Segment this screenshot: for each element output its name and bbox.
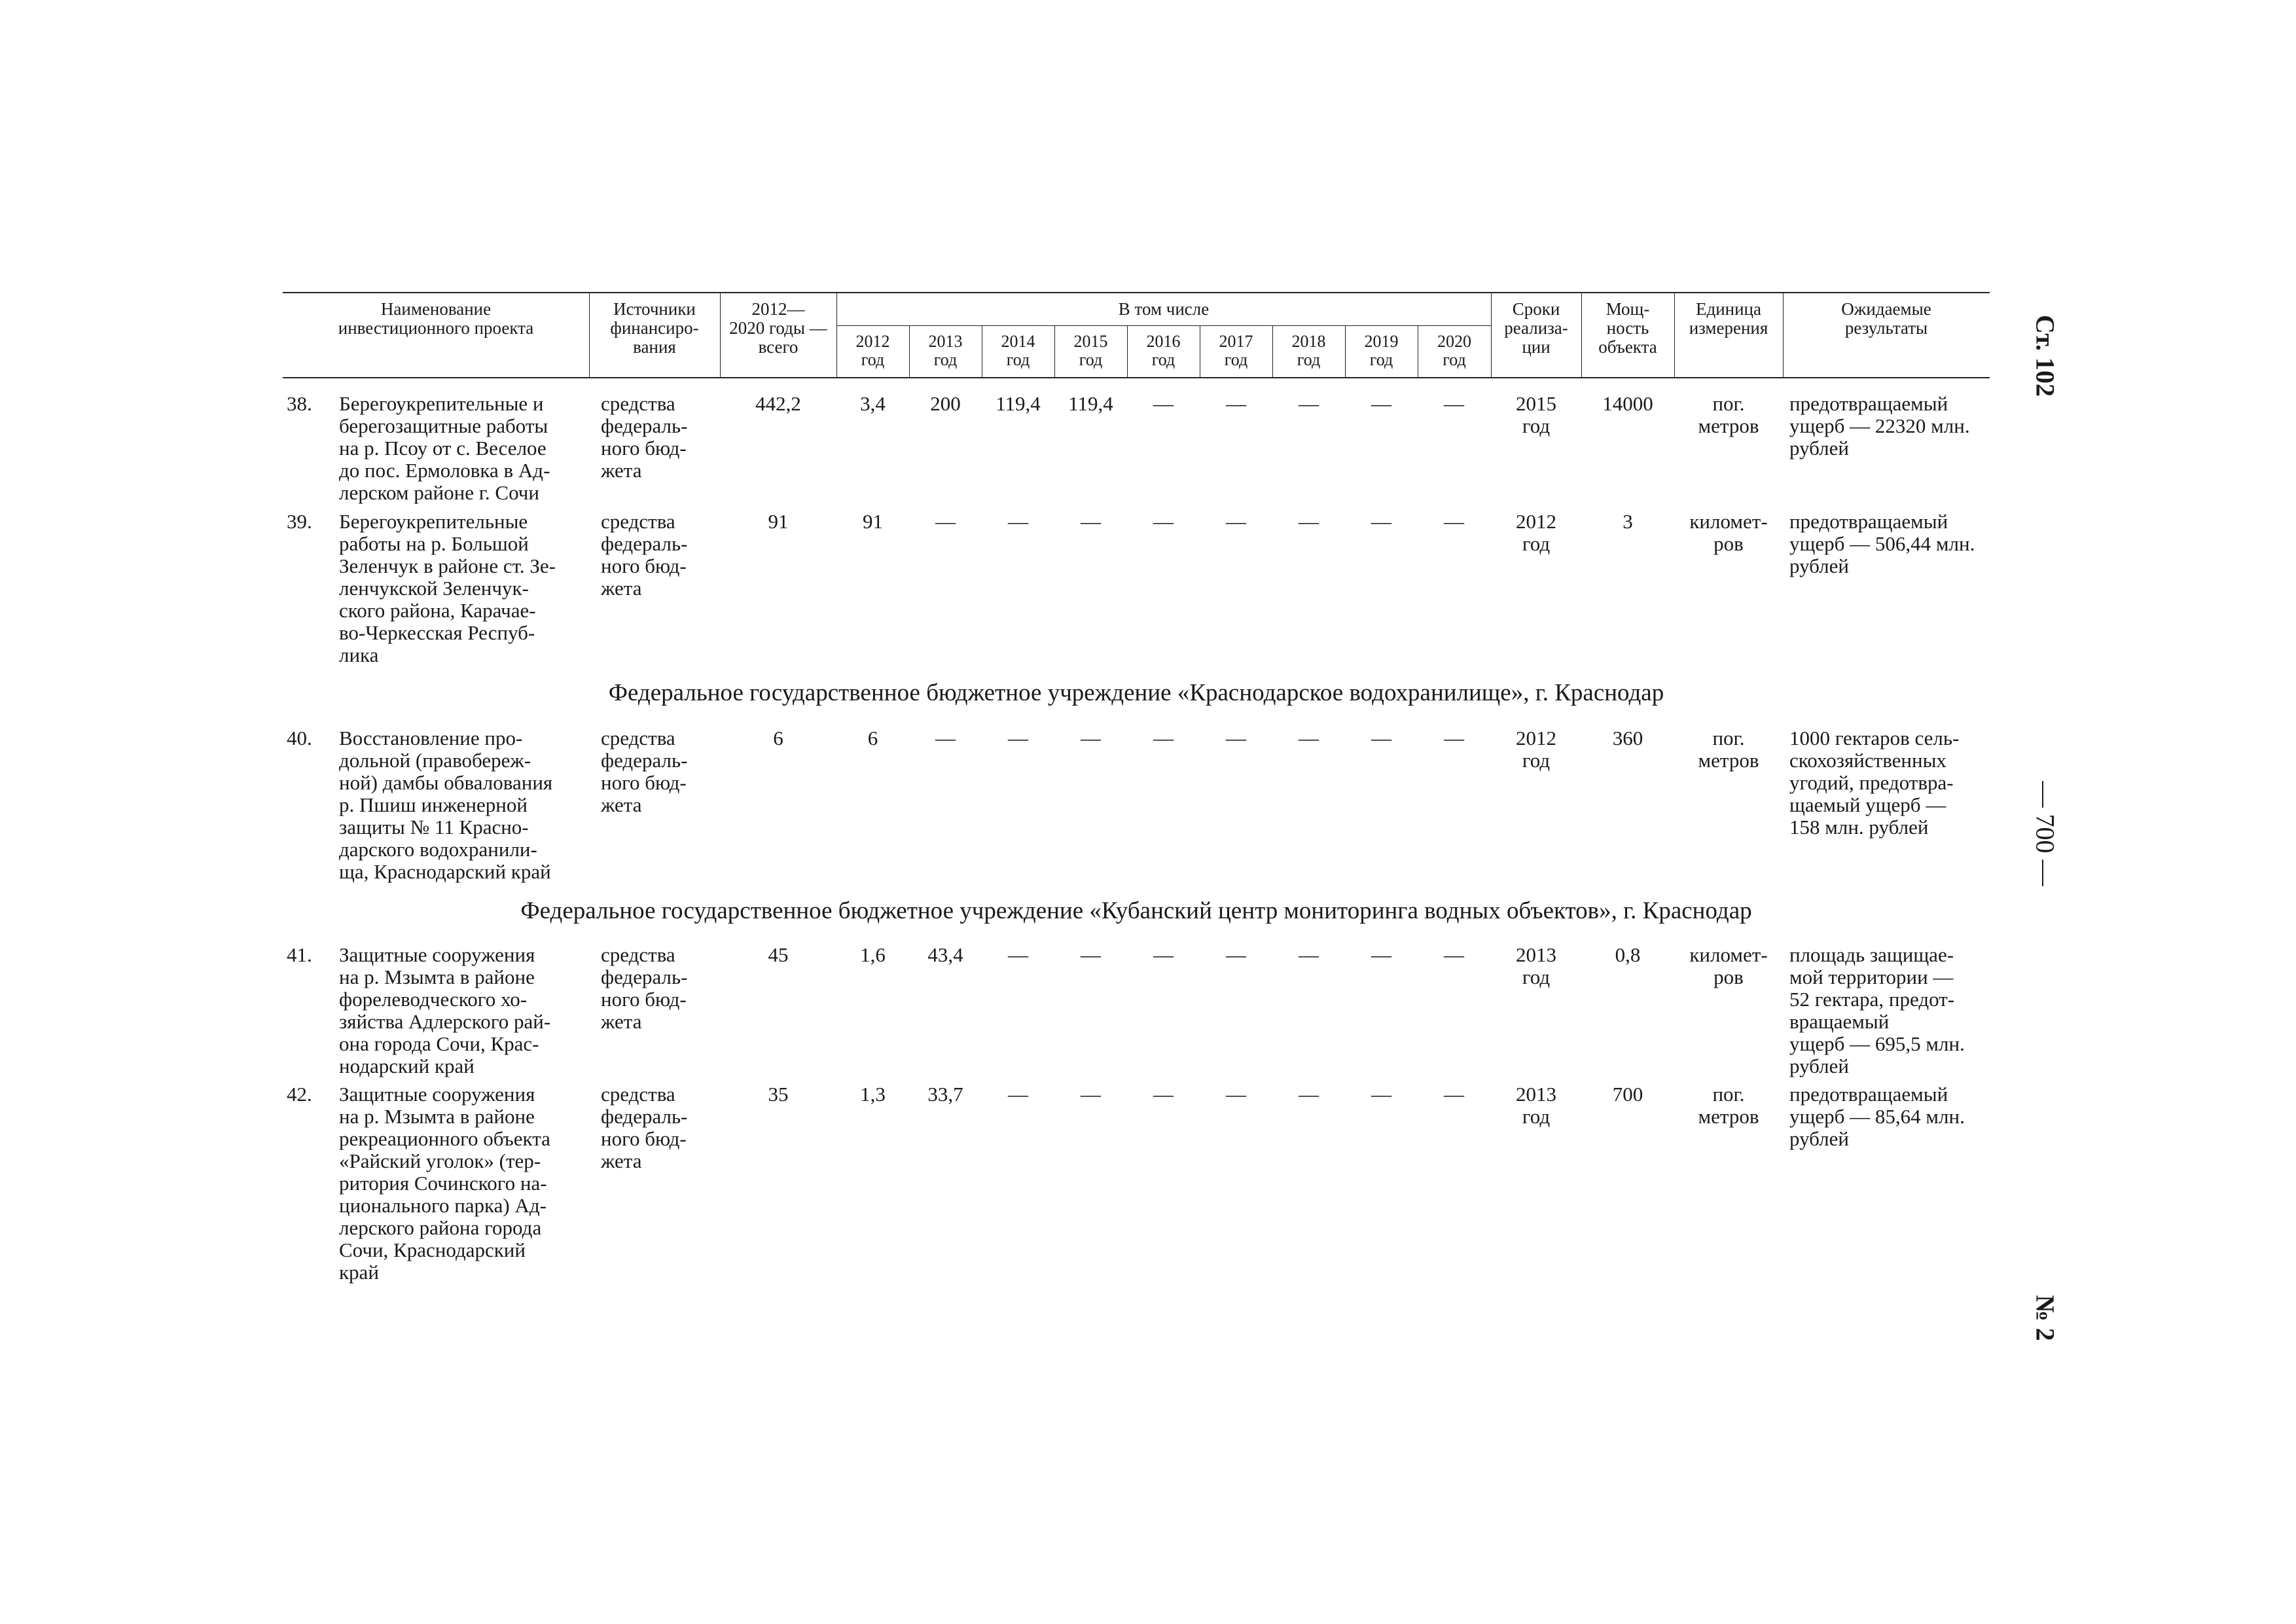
- expected-result-line: щаемый ущерб —: [1789, 793, 1946, 816]
- year-value: 6: [867, 727, 878, 749]
- project-name-line: ского района, Карачае-: [339, 599, 536, 622]
- project-name-line: форелеводческого хо-: [339, 988, 528, 1011]
- header-total: 2012— 2020 годы — всего: [729, 299, 827, 357]
- project-name-line: берегозащитные работы: [339, 414, 548, 437]
- unit-line: пог.: [1712, 727, 1745, 749]
- header-year: 2015 год: [1073, 332, 1108, 369]
- year-value: —: [1008, 943, 1028, 966]
- section-heading: Федеральное государственное бюджетное учреждение «Кубанский центр мониторинга водных объектов», г. Краснодар: [520, 897, 1752, 924]
- header-including: В том числе: [1118, 299, 1210, 319]
- year-value: —: [1299, 392, 1319, 415]
- year-value: —: [1299, 727, 1319, 749]
- year-value: 119,4: [996, 392, 1041, 415]
- unit-line: метров: [1698, 1105, 1759, 1128]
- year-value: 200: [930, 392, 961, 415]
- year-value: —: [1299, 943, 1319, 966]
- year-value: —: [1371, 392, 1391, 415]
- project-name-line: ционального парка) Ад-: [339, 1194, 547, 1217]
- project-name-line: она города Сочи, Крас-: [339, 1032, 539, 1055]
- expected-result-line: ущерб — 695,5 млн.: [1789, 1032, 1965, 1055]
- expected-result-line: мой территории —: [1789, 965, 1954, 988]
- total-value: 91: [768, 510, 789, 533]
- year-value: —: [1226, 1083, 1246, 1106]
- expected-result-line: 158 млн. рублей: [1789, 816, 1929, 839]
- header-top-rule: [283, 292, 1990, 293]
- year-value: —: [1081, 510, 1101, 533]
- project-name-line: Восстановление про-: [339, 727, 523, 749]
- header-year: 2012 год: [855, 332, 890, 369]
- term-line: 2013: [1516, 1083, 1556, 1106]
- unit-line: пог.: [1712, 392, 1745, 415]
- funding-source-line: средства: [601, 510, 675, 533]
- year-value: 1,6: [860, 943, 886, 966]
- capacity-value: 14000: [1602, 392, 1653, 415]
- project-name-line: Зеленчук в районе ст. Зе-: [339, 554, 556, 577]
- header-year: 2020 год: [1437, 332, 1471, 369]
- year-value: —: [1008, 727, 1028, 749]
- funding-source-line: ного бюд-: [601, 1127, 687, 1150]
- project-name-line: на р. Мзымта в районе: [339, 965, 535, 988]
- funding-source-line: федераль-: [601, 1105, 688, 1128]
- capacity-value: 0,8: [1615, 943, 1641, 966]
- project-name-line: защиты № 11 Красно-: [339, 816, 529, 839]
- row-number: 41.: [287, 943, 312, 966]
- capacity-value: 700: [1612, 1083, 1643, 1106]
- project-name-line: Защитные сооружения: [339, 943, 535, 966]
- year-value: 119,4: [1068, 392, 1113, 415]
- year-value: —: [1371, 943, 1391, 966]
- expected-result-line: площадь защищае-: [1789, 943, 1954, 966]
- header-year: 2016 год: [1146, 332, 1181, 369]
- expected-result-line: угодий, предотвра-: [1789, 771, 1954, 794]
- project-name-line: лика: [339, 643, 379, 666]
- total-value: 45: [768, 943, 789, 966]
- expected-result-line: вращаемый: [1789, 1010, 1890, 1033]
- project-name-line: ленчукской Зеленчук-: [339, 577, 529, 600]
- project-name-line: «Райский уголок» (тер-: [339, 1149, 541, 1172]
- header-year: 2018 год: [1291, 332, 1326, 369]
- year-value: —: [1444, 510, 1464, 533]
- year-value: 91: [863, 510, 883, 533]
- project-name-line: Сочи, Краснодарский: [339, 1238, 526, 1261]
- year-value: 43,4: [927, 943, 963, 966]
- header-unit: Единица измерения: [1689, 299, 1768, 338]
- project-name-line: до пос. Ермоловка в Ад-: [339, 459, 550, 482]
- funding-source-line: средства: [601, 943, 675, 966]
- project-name-line: во-Черкесская Респуб-: [339, 621, 535, 644]
- year-value: —: [1008, 510, 1028, 533]
- header-name: Наименование инвестиционного проекта: [338, 299, 534, 338]
- unit-line: километ-: [1689, 510, 1768, 533]
- expected-result-line: скохозяйственных: [1789, 749, 1946, 772]
- term-line: год: [1522, 532, 1551, 555]
- term-line: 2012: [1516, 510, 1556, 533]
- project-name-line: зяйства Адлерского рай-: [339, 1010, 551, 1033]
- header-sources: Источники финансиро- вания: [610, 299, 699, 357]
- project-name-line: на р. Псоу от с. Веселое: [339, 437, 547, 460]
- expected-result-line: 52 гектара, предот-: [1789, 988, 1955, 1011]
- project-name-line: дарского водохранили-: [339, 838, 537, 861]
- year-value: —: [1226, 943, 1246, 966]
- project-name-line: дольной (правобереж-: [339, 749, 531, 772]
- term-line: год: [1522, 414, 1551, 437]
- year-value: —: [1371, 1083, 1391, 1106]
- funding-source-line: жета: [601, 459, 642, 482]
- header-year: 2014 год: [1001, 332, 1035, 369]
- year-value: —: [1226, 510, 1246, 533]
- project-name-line: работы на р. Большой: [339, 532, 529, 555]
- expected-result-line: рублей: [1789, 437, 1850, 460]
- project-name-line: рекреационного объекта: [339, 1127, 550, 1150]
- project-name-line: ной) дамбы обвалования: [339, 771, 553, 794]
- funding-source-line: федераль-: [601, 749, 688, 772]
- row-number: 42.: [287, 1083, 312, 1106]
- total-value: 442,2: [755, 392, 801, 415]
- expected-result-line: ущерб — 22320 млн.: [1789, 414, 1970, 437]
- year-value: —: [1371, 727, 1391, 749]
- total-value: 6: [773, 727, 783, 749]
- year-value: —: [1444, 943, 1464, 966]
- project-name-line: ритория Сочинского на-: [339, 1172, 547, 1195]
- year-value: —: [1226, 727, 1246, 749]
- funding-source-line: жета: [601, 793, 642, 816]
- year-value: —: [1008, 1083, 1028, 1106]
- expected-result-line: рублей: [1789, 1055, 1850, 1077]
- year-value: —: [1153, 392, 1174, 415]
- row-number: 39.: [287, 510, 312, 533]
- term-line: год: [1522, 749, 1551, 772]
- unit-line: ров: [1713, 532, 1744, 555]
- expected-result-line: 1000 гектаров сель-: [1789, 727, 1960, 749]
- project-name-line: лерского района города: [339, 1216, 542, 1239]
- funding-source-line: ного бюд-: [601, 771, 687, 794]
- unit-line: метров: [1698, 414, 1759, 437]
- term-line: 2015: [1516, 392, 1556, 415]
- expected-result-line: рублей: [1789, 554, 1850, 577]
- funding-source-line: федераль-: [601, 532, 688, 555]
- term-line: 2012: [1516, 727, 1556, 749]
- year-value: —: [1444, 392, 1464, 415]
- row-number: 38.: [287, 392, 312, 415]
- expected-result-line: предотвращаемый: [1789, 510, 1948, 533]
- project-name-line: нодарский край: [339, 1055, 475, 1077]
- page-marker: Ст. 102: [2030, 315, 2060, 397]
- year-value: 1,3: [860, 1083, 886, 1106]
- funding-source-line: жета: [601, 1149, 642, 1172]
- expected-result-line: предотвращаемый: [1789, 1083, 1948, 1106]
- year-value: —: [1371, 510, 1391, 533]
- project-name-line: на р. Мзымта в районе: [339, 1105, 535, 1128]
- year-value: —: [1081, 727, 1101, 749]
- year-value: 33,7: [927, 1083, 963, 1106]
- unit-line: километ-: [1689, 943, 1768, 966]
- year-value: —: [1081, 943, 1101, 966]
- expected-result-line: ущерб — 85,64 млн.: [1789, 1105, 1965, 1128]
- unit-line: метров: [1698, 749, 1759, 772]
- funding-source-line: средства: [601, 392, 675, 415]
- row-number: 40.: [287, 727, 312, 749]
- project-name-line: край: [339, 1261, 379, 1284]
- year-value: —: [1153, 510, 1174, 533]
- funding-source-line: ного бюд-: [601, 988, 687, 1011]
- funding-source-line: ного бюд-: [601, 437, 687, 460]
- funding-source-line: жета: [601, 1010, 642, 1033]
- project-name-line: Защитные сооружения: [339, 1083, 535, 1106]
- total-value: 35: [768, 1083, 789, 1106]
- page-number: — 700 —: [2030, 781, 2060, 886]
- year-value: —: [1299, 510, 1319, 533]
- header-results: Ожидаемые результаты: [1841, 299, 1931, 338]
- year-value: —: [935, 727, 956, 749]
- header-terms: Сроки реализа- ции: [1504, 299, 1568, 357]
- header-year: 2019 год: [1364, 332, 1399, 369]
- expected-result-line: предотвращаемый: [1789, 392, 1948, 415]
- header-mid-rule: [836, 325, 1491, 326]
- funding-source-line: жета: [601, 577, 642, 600]
- funding-source-line: федераль-: [601, 414, 688, 437]
- year-value: —: [1153, 727, 1174, 749]
- project-name-line: ща, Краснодарский край: [339, 860, 551, 883]
- unit-line: пог.: [1712, 1083, 1745, 1106]
- funding-source-line: средства: [601, 1083, 675, 1106]
- header-bottom-rule: [283, 377, 1990, 378]
- project-name-line: р. Пшиш инженерной: [339, 793, 528, 816]
- expected-result-line: рублей: [1789, 1127, 1850, 1150]
- year-value: —: [1153, 1083, 1174, 1106]
- funding-source-line: ного бюд-: [601, 554, 687, 577]
- year-value: —: [1081, 1083, 1101, 1106]
- funding-source-line: федераль-: [601, 965, 688, 988]
- project-name-line: Берегоукрепительные: [339, 510, 528, 533]
- expected-result-line: ущерб — 506,44 млн.: [1789, 532, 1975, 555]
- year-value: —: [935, 510, 956, 533]
- unit-line: ров: [1713, 965, 1744, 988]
- header-year: 2013 год: [928, 332, 963, 369]
- funding-source-line: средства: [601, 727, 675, 749]
- project-name-line: лерском районе г. Сочи: [339, 481, 539, 504]
- capacity-value: 360: [1612, 727, 1643, 749]
- section-heading: Федеральное государственное бюджетное учреждение «Краснодарское водохранилище», г. Краснодар: [608, 679, 1664, 706]
- term-line: 2013: [1516, 943, 1556, 966]
- year-value: 3,4: [860, 392, 886, 415]
- term-line: год: [1522, 965, 1551, 988]
- capacity-value: 3: [1623, 510, 1633, 533]
- year-value: —: [1299, 1083, 1319, 1106]
- year-value: —: [1226, 392, 1246, 415]
- term-line: год: [1522, 1105, 1551, 1128]
- header-year: 2017 год: [1219, 332, 1253, 369]
- header-capacity: Мощ- ность объекта: [1598, 299, 1657, 357]
- year-value: —: [1444, 1083, 1464, 1106]
- project-name-line: Берегоукрепительные и: [339, 392, 544, 415]
- issue-marker: № 2: [2030, 1295, 2060, 1341]
- year-value: —: [1444, 727, 1464, 749]
- year-value: —: [1153, 943, 1174, 966]
